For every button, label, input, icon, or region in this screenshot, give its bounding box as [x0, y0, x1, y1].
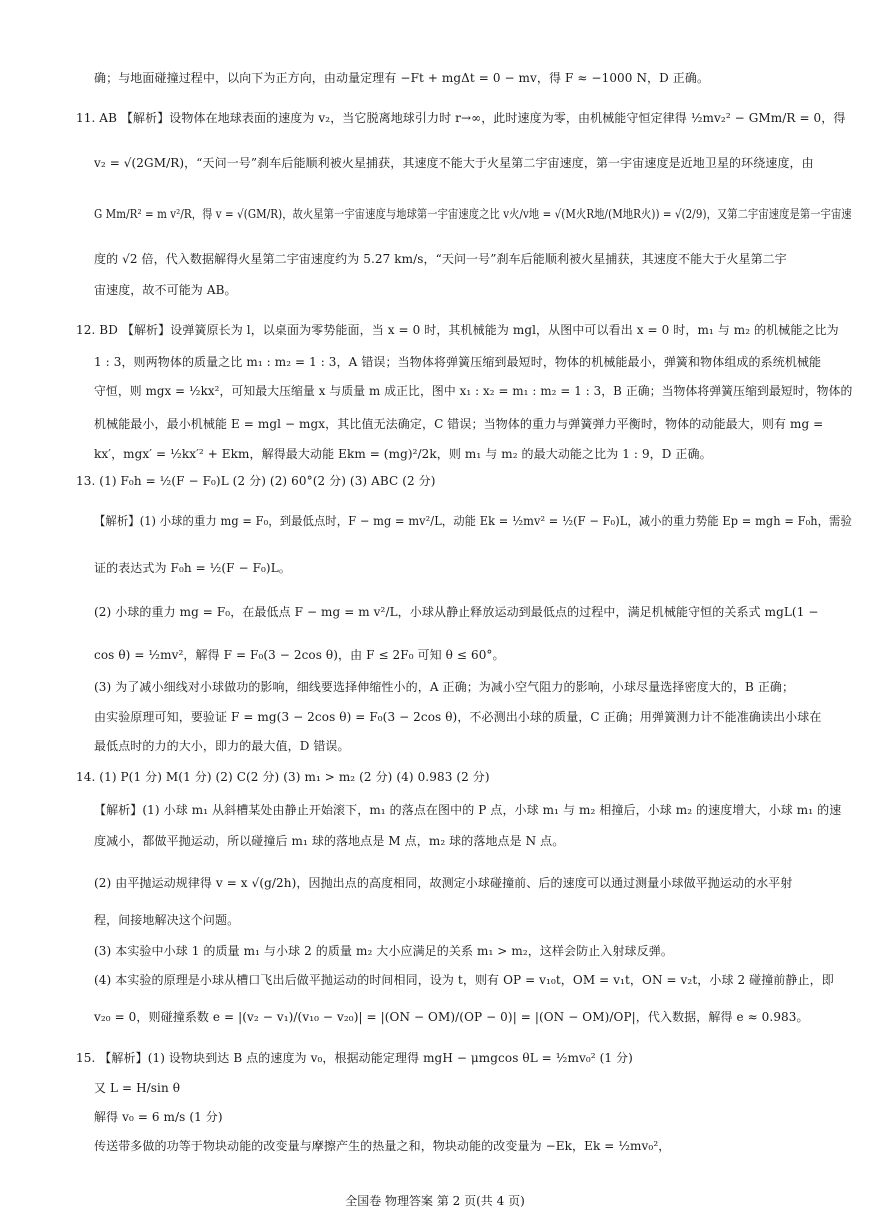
- text-line: 13. (1) F₀h = ½(F − F₀)L (2 分) (2) 60°(2 分) (3) ABC (2 分): [76, 474, 436, 488]
- text-line: 证的表达式为 F₀h = ½(F − F₀)L。: [94, 561, 291, 575]
- text-line: (2) 由平抛运动规律得 v = x √(g/2h)，因抛出点的高度相同，故测定小球碰撞前、后的速度可以通过测量小球做平抛运动的水平射: [94, 876, 793, 890]
- text-line: 【解析】(1) 小球 m₁ 从斜槽某处由静止开始滚下，m₁ 的落点在图中的 P 点，小球 m₁ 与 m₂ 相撞后，小球 m₂ 的速度增大，小球 m₁ 的速: [94, 803, 842, 817]
- text-line: (2) 小球的重力 mg = F₀，在最低点 F − mg = m v²/L，小球从静止释放运动到最低点的过程中，满足机械能守恒的关系式 mgL(1 −: [94, 605, 819, 619]
- text-line: v₂₀ = 0，则碰撞系数 e = |(v₂ − v₁)/(v₁₀ − v₂₀)| = |(ON − OM)/(OP − 0)| = |(ON − OM)/OP|，代入数据，解得 e ≈ 0.983。: [94, 1010, 809, 1024]
- text-line: 度减小，都做平抛运动，所以碰撞后 m₁ 球的落地点是 M 点，m₂ 球的落地点是 N 点。: [94, 834, 565, 848]
- text-line: 传送带多做的功等于物块动能的改变量与摩擦产生的热量之和，物块动能的改变量为 −Ek，Ek = ½mv₀²，: [94, 1139, 671, 1153]
- text-line: cos θ) = ½mv²，解得 F = F₀(3 − 2cos θ)，由 F ≤ 2F₀ 可知 θ ≤ 60°。: [94, 648, 505, 662]
- text-line: 机械能最小，最小机械能 E = mgl − mgx，其比值无法确定，C 错误；当物体的重力与弹簧弹力平衡时，物体的动能最大，则有 mg =: [94, 417, 824, 431]
- text-line: 11. AB 【解析】设物体在地球表面的速度为 v₂，当它脱离地球引力时 r→∞，此时速度为零，由机械能守恒定律得 ½mv₂² − GMm/R = 0，得: [76, 111, 846, 125]
- text-line: 程，间接地解决这个问题。: [94, 913, 240, 927]
- text-line: 度的 √2 倍，代入数据解得火星第二宇宙速度约为 5.27 km/s，“天问一号”刹车后能顺利被火星捕获，其速度不能大于火星第二宇: [94, 252, 787, 266]
- text-line: v₂ = √(2GM/R)，“天问一号”刹车后能顺利被火星捕获，其速度不能大于火星第二宇宙速度，第一宇宙速度是近地卫星的环绕速度，由: [94, 156, 814, 170]
- text-line: 又 L = H/sin θ: [94, 1081, 181, 1095]
- text-line: 14. (1) P(1 分) M(1 分) (2) C(2 分) (3) m₁ > m₂ (2 分) (4) 0.983 (2 分): [76, 770, 490, 784]
- text-line: 1 : 3，则两物体的质量之比 m₁ : m₂ = 1 : 3，A 错误；当物体将弹簧压缩到最短时，物体的机械能最小，弹簧和物体组成的系统机械能: [94, 355, 822, 369]
- text-line: 解得 v₀ = 6 m/s (1 分): [94, 1110, 223, 1124]
- text-line: (3) 为了减小细线对小球做功的影响，细线要选择伸缩性小的，A 正确；为减小空气阻力的影响，小球尽量选择密度大的，B 正确；: [94, 680, 795, 694]
- text-line: 最低点时的力的大小，即力的最大值，D 错误。: [94, 739, 350, 753]
- text-line: 由实验原理可知，要验证 F = mg(3 − 2cos θ) = F₀(3 − 2cos θ)，不必测出小球的质量，C 正确；用弹簧测力计不能准确读出小球在: [94, 710, 822, 724]
- text-line: 15. 【解析】(1) 设物块到达 B 点的速度为 v₀，根据动能定理得 mgH − μmgcos θL = ½mv₀² (1 分): [76, 1051, 633, 1065]
- text-line: kx′，mgx′ = ½kx′² + Ekm，解得最大动能 Ekm = (mg)²/2k，则 m₁ 与 m₂ 的最大动能之比为 1 : 9，D 正确。: [94, 447, 712, 461]
- text-line: (4) 本实验的原理是小球从槽口飞出后做平抛运动的时间相同，设为 t，则有 OP = v₁₀t，OM = v₁t，ON = v₂t，小球 2 碰撞前静止，即: [94, 973, 834, 987]
- text-line: G Mm/R² = m v²/R，得 v = √(GM/R)，故火星第一宇宙速度与地球第一宇宙速度之比 v火/v地 = √(M火R地/(M地R火)) = √(2/9)，又第二宇宙速度是第一宇宙速: [94, 207, 852, 221]
- text-line: 守恒，则 mgx = ½kx²，可知最大压缩量 x 与质量 m 成正比，图中 x₁ : x₂ = m₁ : m₂ = 1 : 3，B 正确；当物体将弹簧压缩到最短时，物体的: [94, 384, 853, 398]
- text-line: 【解析】(1) 小球的重力 mg = F₀，到最低点时，F − mg = mv²/L，动能 Ek = ½mv² = ½(F − F₀)L，减小的重力势能 Ep = mgh = F₀h，需验: [94, 514, 852, 528]
- text-line: 12. BD 【解析】设弹簧原长为 l，以桌面为零势能面，当 x = 0 时，其机械能为 mgl，从图中可以看出 x = 0 时，m₁ 与 m₂ 的机械能之比为: [76, 323, 839, 337]
- text-line: 确；与地面碰撞过程中，以向下为正方向，由动量定理有 −Ft + mgΔt = 0 − mv，得 F ≈ −1000 N，D 正确。: [94, 71, 710, 85]
- page-footer: 全国卷 物理答案 第 2 页(共 4 页): [345, 1194, 525, 1208]
- text-line: (3) 本实验中小球 1 的质量 m₁ 与小球 2 的质量 m₂ 大小应满足的关系 m₁ > m₂，这样会防止入射球反弹。: [94, 944, 673, 958]
- text-line: 宙速度，故不可能为 AB。: [94, 283, 237, 297]
